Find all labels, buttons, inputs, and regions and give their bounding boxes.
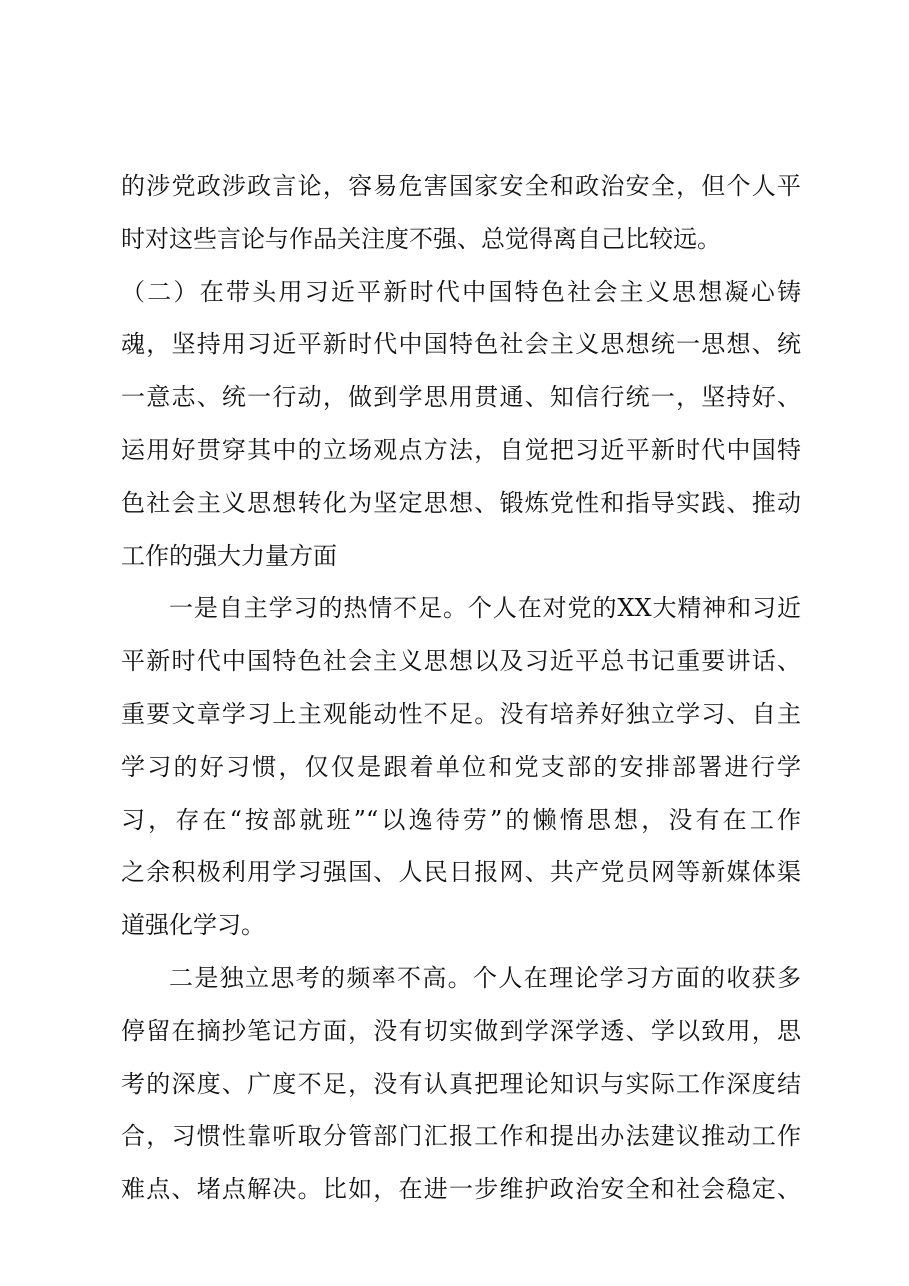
section-heading-line: 魂，坚持用习近平新时代中国特色社会主义思想统一思想、统 bbox=[121, 330, 801, 359]
section-heading-line: （二）在带头用习近平新时代中国特色社会主义思想凝心铸 bbox=[121, 277, 801, 306]
text-line: 学习的好习惯，仅仅是跟着单位和党支部的安排部署进行学 bbox=[121, 752, 801, 781]
text-line: 停留在摘抄笔记方面，没有切实做到学深学透、学以致用，思 bbox=[121, 1016, 801, 1045]
paragraph-first-line: 一是自主学习的热情不足。个人在对党的XX大精神和习近 bbox=[169, 594, 801, 623]
section-heading-line: 一意志、统一行动，做到学思用贯通、知信行统一，坚持好、 bbox=[121, 383, 801, 412]
text-line: 之余积极利用学习强国、人民日报网、共产党员网等新媒体渠 bbox=[121, 858, 801, 887]
text-line: 合，习惯性靠听取分管部门汇报工作和提出办法建议推动工作 bbox=[121, 1122, 801, 1151]
section-heading-line: 运用好贯穿其中的立场观点方法，自觉把习近平新时代中国特 bbox=[121, 435, 801, 464]
section-heading-line: 色社会主义思想转化为坚定思想、锻炼党性和指导实践、推动 bbox=[121, 488, 801, 517]
text-line: 平新时代中国特色社会主义思想以及习近平总书记重要讲话、 bbox=[121, 647, 801, 676]
section-heading-line: 工作的强大力量方面 bbox=[121, 541, 337, 570]
text-line: 道强化学习。 bbox=[121, 911, 265, 940]
paragraph-first-line: 二是独立思考的频率不高。个人在理论学习方面的收获多 bbox=[169, 963, 801, 992]
text-line: 时对这些言论与作品关注度不强、总觉得离自己比较远。 bbox=[121, 224, 721, 253]
text-line: 习，存在“按部就班”“以逸待劳”的懒惰思想，没有在工作 bbox=[121, 805, 801, 834]
text-line: 的涉党政涉政言论，容易危害国家安全和政治安全，但个人平 bbox=[121, 172, 801, 200]
text-line: 难点、堵点解决。比如，在进一步维护政治安全和社会稳定、 bbox=[121, 1175, 801, 1204]
document-body bbox=[121, 160, 801, 1216]
text-line: 重要文章学习上主观能动性不足。没有培养好独立学习、自主 bbox=[121, 699, 801, 728]
text-line: 考的深度、广度不足，没有认真把理论知识与实际工作深度结 bbox=[121, 1069, 801, 1098]
